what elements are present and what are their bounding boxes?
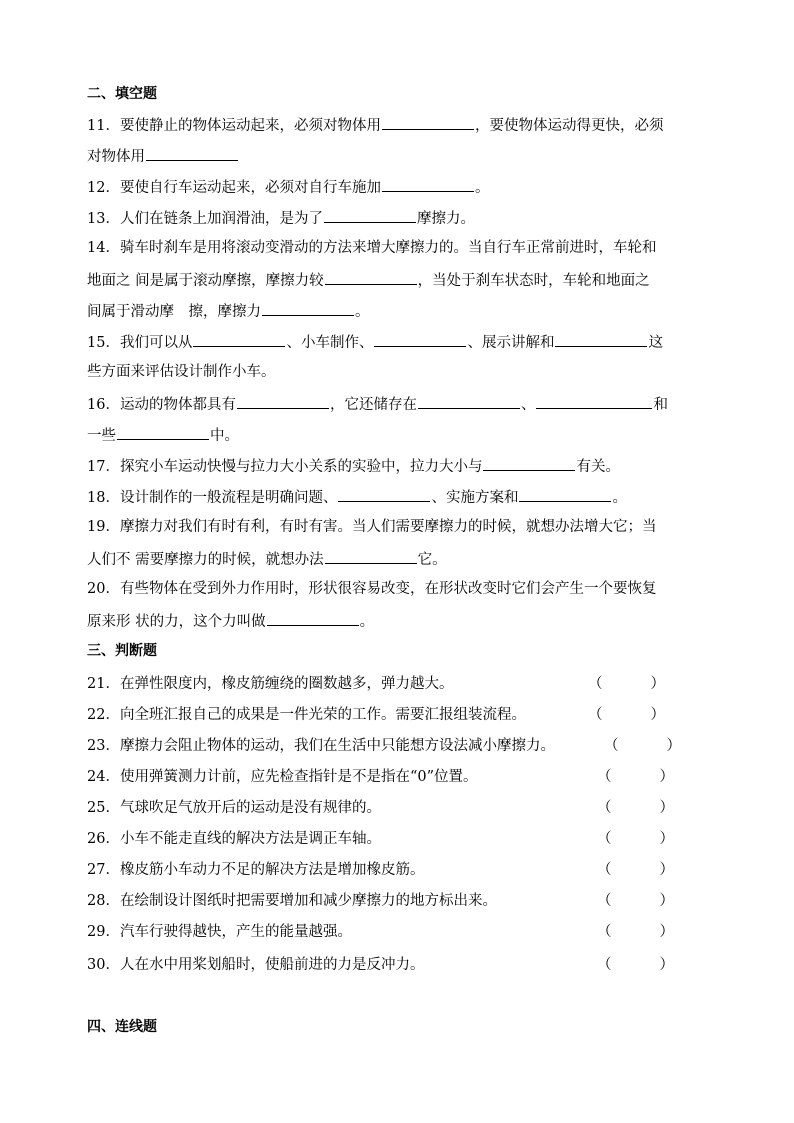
- judge-item: 30．人在水中用桨划船时，使船前进的力是反冲力。: [87, 957, 425, 973]
- answer-parentheses[interactable]: （ ）: [597, 831, 674, 847]
- answer-parentheses[interactable]: （ ）: [597, 893, 674, 909]
- question-12: 12．要使自行车运动起来，必须对自行车施加 。: [87, 176, 489, 198]
- judge-item: 24．使用弹簧测力计前，应先检查指针是不是指在“0”位置。: [87, 769, 478, 785]
- section-heading-fill: 二、填空题: [87, 86, 157, 102]
- judge-item: 27．橡皮筋小车动力不足的解决方法是增加橡皮筋。: [87, 862, 425, 878]
- answer-blank[interactable]: [325, 548, 417, 564]
- answer-blank[interactable]: [146, 145, 238, 161]
- question-20-cont: 原来形 状的力，这个力叫做 。: [87, 610, 374, 632]
- question-16-cont: 一些 中。: [87, 424, 239, 446]
- answer-blank[interactable]: [262, 300, 354, 316]
- answer-blank[interactable]: [117, 424, 209, 440]
- answer-blank[interactable]: [519, 486, 611, 502]
- answer-blank[interactable]: [382, 114, 474, 130]
- answer-parentheses[interactable]: （ ）: [588, 676, 665, 692]
- answer-parentheses[interactable]: （ ）: [588, 707, 665, 723]
- answer-blank[interactable]: [483, 455, 575, 471]
- answer-parentheses[interactable]: （ ）: [597, 800, 674, 816]
- answer-blank[interactable]: [324, 207, 416, 223]
- answer-blank[interactable]: [325, 269, 417, 285]
- judge-item: 22．向全班汇报自己的成果是一件光荣的工作。需要汇报组装流程。: [87, 707, 526, 723]
- question-17: 17．探究小车运动快慢与拉力大小关系的实验中，拉力大小与 有关。: [87, 455, 620, 477]
- answer-blank[interactable]: [374, 331, 466, 347]
- answer-parentheses[interactable]: （ ）: [597, 924, 674, 940]
- answer-blank[interactable]: [267, 610, 359, 626]
- answer-blank[interactable]: [555, 331, 647, 347]
- section-heading-judge: 三、判断题: [87, 643, 157, 659]
- question-11-cont: 对物体用: [87, 145, 239, 167]
- answer-blank[interactable]: [382, 176, 474, 192]
- answer-blank[interactable]: [193, 331, 285, 347]
- judge-item: 21．在弹性限度内，橡皮筋缠绕的圈数越多，弹力越大。: [87, 676, 454, 692]
- question-16: 16．运动的物体都具有 ，它还储存在 、 和: [87, 393, 668, 415]
- judge-item: 29．汽车行驶得越快，产生的能量越强。: [87, 924, 352, 940]
- answer-parentheses[interactable]: （ ）: [597, 862, 674, 878]
- judge-item: 23．摩擦力会阻止物体的运动，我们在生活中只能想方设法减小摩擦力。: [87, 738, 555, 754]
- question-13: 13．人们在链条上加润滑油，是为了 摩擦力。: [87, 207, 475, 229]
- judge-item: 28．在绘制设计图纸时把需要增加和减少摩擦力的地方标出来。: [87, 893, 497, 909]
- question-19-cont: 人们不 需要摩擦力的时候，就想办法 它。: [87, 548, 447, 570]
- answer-parentheses[interactable]: （ ）: [597, 769, 674, 785]
- question-19: 19．摩擦力对我们有时有利，有时有害。当人们需要摩擦力的时候，就想办法增大它；当: [87, 519, 657, 535]
- judge-item: 25．气球吹足气放开后的运动是没有规律的。: [87, 800, 381, 816]
- question-14-cont: 地面之 间是属于滚动摩擦，摩擦力较 ，当处于刹车状态时，车轮和地面之: [87, 269, 650, 291]
- question-15-cont: 些方面来评估设计制作小车。: [87, 364, 276, 380]
- answer-parentheses[interactable]: （ ）: [604, 738, 681, 754]
- judge-item: 26．小车不能走直线的解决方法是调正车轴。: [87, 831, 381, 847]
- answer-blank[interactable]: [237, 393, 329, 409]
- answer-blank[interactable]: [338, 486, 430, 502]
- section-heading-match: 四、连线题: [87, 1019, 157, 1035]
- answer-blank[interactable]: [536, 393, 652, 409]
- question-15: 15．我们可以从 、小车制作、 、展示讲解和 这: [87, 331, 663, 353]
- question-14: 14．骑车时刹车是用将滚动变滑动的方法来增大摩擦力的。当自行车正常前进时，车轮和: [87, 240, 657, 256]
- answer-blank[interactable]: [418, 393, 520, 409]
- question-11: 11．要使静止的物体运动起来，必须对物体用 ，要使物体运动得更快，必须: [87, 114, 663, 136]
- answer-parentheses[interactable]: （ ）: [597, 957, 674, 973]
- question-14-cont2: 间属于滑动摩 擦，摩擦力 。: [87, 300, 370, 322]
- question-18: 18．设计制作的一般流程是明确问题、 、实施方案和 。: [87, 486, 627, 508]
- question-20: 20．有些物体在受到外力作用时，形状很容易改变，在形状改变时它们会产生一个要恢复: [87, 581, 657, 597]
